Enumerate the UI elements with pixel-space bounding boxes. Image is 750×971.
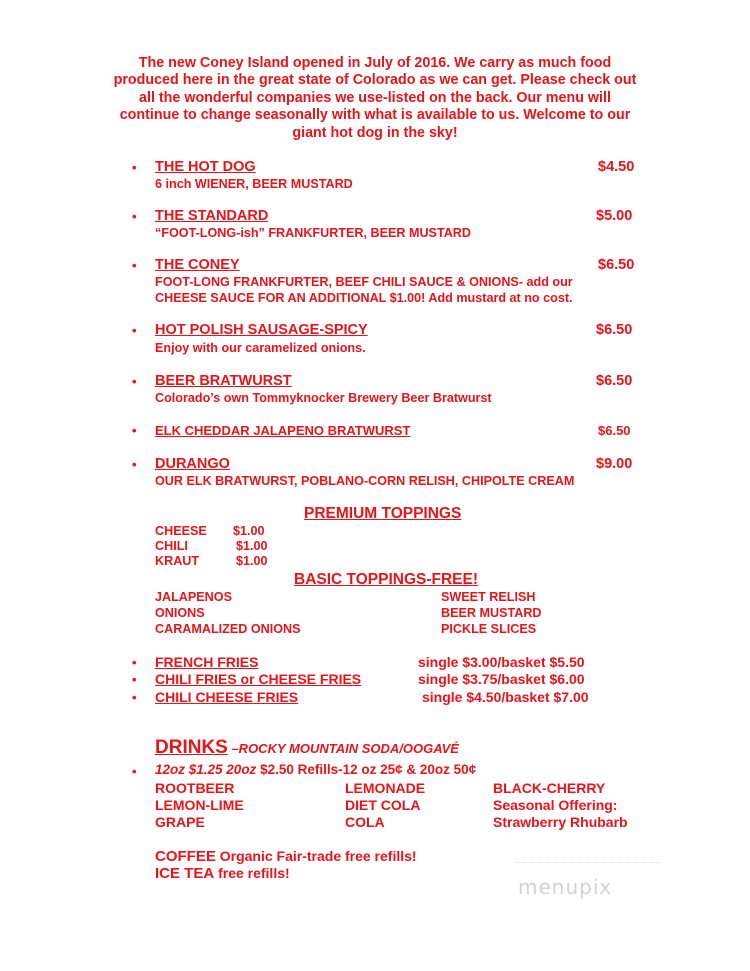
item-name-beer-bratwurst: BEER BRATWURST: [155, 373, 292, 389]
premium-topping-price: $1.00: [233, 524, 265, 538]
drink-flavor: COLA: [345, 814, 385, 830]
drink-size-price: $2.50: [256, 762, 298, 777]
item-name-polish-sausage-text: HOT POLISH SAUSAGE: [155, 322, 320, 338]
item-name-coney: THE CONEY: [155, 257, 240, 273]
fries-price-chili-cheese: single $4.50/basket $7.00: [422, 689, 589, 705]
item-desc-hot-dog: 6 inch WIENER, BEER MUSTARD: [155, 177, 353, 191]
bullet-icon: •: [132, 209, 137, 224]
drinks-heading: DRINKS: [155, 737, 228, 758]
premium-topping-price: $1.00: [236, 539, 268, 553]
basic-topping-left: CARAMALIZED ONIONS: [155, 622, 301, 636]
item-price-beer-bratwurst: $6.50: [596, 373, 633, 389]
item-desc-coney-1: FOOT-LONG FRANKFURTER, BEEF CHILI SAUCE & ONIONS- add our: [155, 275, 573, 289]
basic-toppings-title: BASIC TOPPINGS-FREE!: [294, 571, 479, 588]
item-price-hot-dog: $4.50: [598, 159, 635, 175]
premium-topping-price: $1.00: [236, 554, 268, 568]
item-name-durango: DURANGO: [155, 456, 230, 472]
drink-flavor: DIET COLA: [345, 797, 421, 813]
drink-flavor: GRAPE: [155, 814, 205, 830]
extra-coffee: [155, 848, 417, 865]
drinks-subtitle: –ROCKY MOUNTAIN SODA/OOGAVÉ: [227, 741, 459, 756]
drink-size-text: 12oz $1.25 20oz: [155, 762, 257, 777]
item-desc-polish-sausage: Enjoy with our caramelized onions.: [155, 341, 366, 355]
bullet-icon: •: [132, 258, 137, 273]
item-desc-standard: “FOOT-LONG-ish” FRANKFURTER, BEER MUSTARD: [155, 226, 471, 240]
basic-topping-left: ONIONS: [155, 606, 205, 620]
bullet-icon: •: [132, 457, 137, 472]
bullet-icon: •: [132, 160, 137, 175]
extra-coffee-text: Organic Fair-trade free refills!: [215, 848, 417, 864]
drink-refills-label: Refills: [297, 762, 339, 777]
drink-refills-text: -12 oz 25¢ & 20oz 50¢: [338, 762, 477, 777]
drink-flavor: BLACK-CHERRY: [493, 780, 606, 796]
item-desc-beer-bratwurst: Colorado’s own Tommyknocker Brewery Beer Bratwurst: [155, 391, 492, 405]
drink-flavor: Strawberry Rhubarb: [493, 814, 628, 830]
item-price-elk-cheddar: $6.50: [598, 423, 631, 438]
premium-topping-name: CHILI: [155, 539, 188, 553]
bullet-icon: •: [132, 323, 137, 338]
extra-ice-tea: [155, 865, 290, 882]
bullet-icon: •: [132, 374, 137, 389]
extra-ice-tea-text: free refills!: [214, 865, 290, 881]
item-price-polish-sausage: $6.50: [596, 322, 633, 338]
premium-topping-name: KRAUT: [155, 554, 200, 568]
bullet-icon: •: [132, 655, 137, 670]
item-price-standard: $5.00: [596, 208, 633, 224]
drink-flavor: ROOTBEER: [155, 780, 235, 796]
drink-flavor: Seasonal Offering:: [493, 797, 618, 813]
watermark-divider: [515, 862, 660, 863]
basic-topping-left: JALAPENOS: [155, 590, 232, 604]
extra-coffee-name: COFFEE: [155, 848, 216, 865]
fries-price-french: single $3.00/basket $5.50: [418, 654, 585, 670]
premium-toppings-title: PREMIUM TOPPINGS: [304, 505, 462, 522]
fries-name-chili-or-cheese: CHILI FRIES or CHEESE FRIES: [155, 671, 362, 687]
basic-topping-right: PICKLE SLICES: [441, 622, 537, 636]
bullet-icon: •: [132, 672, 137, 687]
extra-ice-tea-name: ICE TEA: [155, 865, 215, 882]
fries-name-french: FRENCH FRIES: [155, 654, 259, 670]
basic-topping-right: SWEET RELISH: [441, 590, 536, 604]
item-price-coney: $6.50: [598, 257, 635, 273]
bullet-icon: •: [132, 423, 137, 438]
item-desc-durango: OUR ELK BRATWURST, POBLANO-CORN RELISH, CHIPOLTE CREAM: [155, 474, 575, 488]
drinks-title: [155, 737, 459, 759]
drink-size-line: [155, 762, 476, 777]
fries-price-chili-or-cheese: single $3.75/basket $6.00: [418, 671, 585, 687]
menupix-watermark: menupix: [518, 875, 613, 899]
item-name-hot-dog: THE HOT DOG: [155, 159, 256, 175]
bullet-icon: •: [132, 690, 137, 705]
fries-name-chili-cheese: CHILI CHEESE FRIES: [155, 689, 299, 705]
basic-topping-right: BEER MUSTARD: [441, 606, 542, 620]
item-name-polish-sausage: [155, 322, 368, 338]
intro-paragraph: The new Coney Island opened in July of 2016. We carry as much food produced here in the great state of Colorado as we can get. Please check out all the wonderful companies we use-listed on the back. Our menu will continue to change seasonally with what is available to us. Welcome to our giant hot dog in the sky!: [113, 55, 637, 141]
item-name-elk-cheddar: ELK CHEDDAR JALAPENO BRATWURST: [155, 423, 411, 438]
item-desc-coney-2: CHEESE SAUCE FOR AN ADDITIONAL $1.00! Add mustard at no cost.: [155, 291, 573, 305]
item-name-polish-sausage-suffix: -SPICY: [319, 322, 368, 338]
drink-flavor: LEMONADE: [345, 780, 426, 796]
item-price-durango: $9.00: [596, 456, 633, 472]
premium-topping-name: CHEESE: [155, 524, 207, 538]
item-name-standard: THE STANDARD: [155, 208, 269, 224]
bullet-icon: •: [132, 764, 137, 779]
drink-flavor: LEMON-LIME: [155, 797, 244, 813]
